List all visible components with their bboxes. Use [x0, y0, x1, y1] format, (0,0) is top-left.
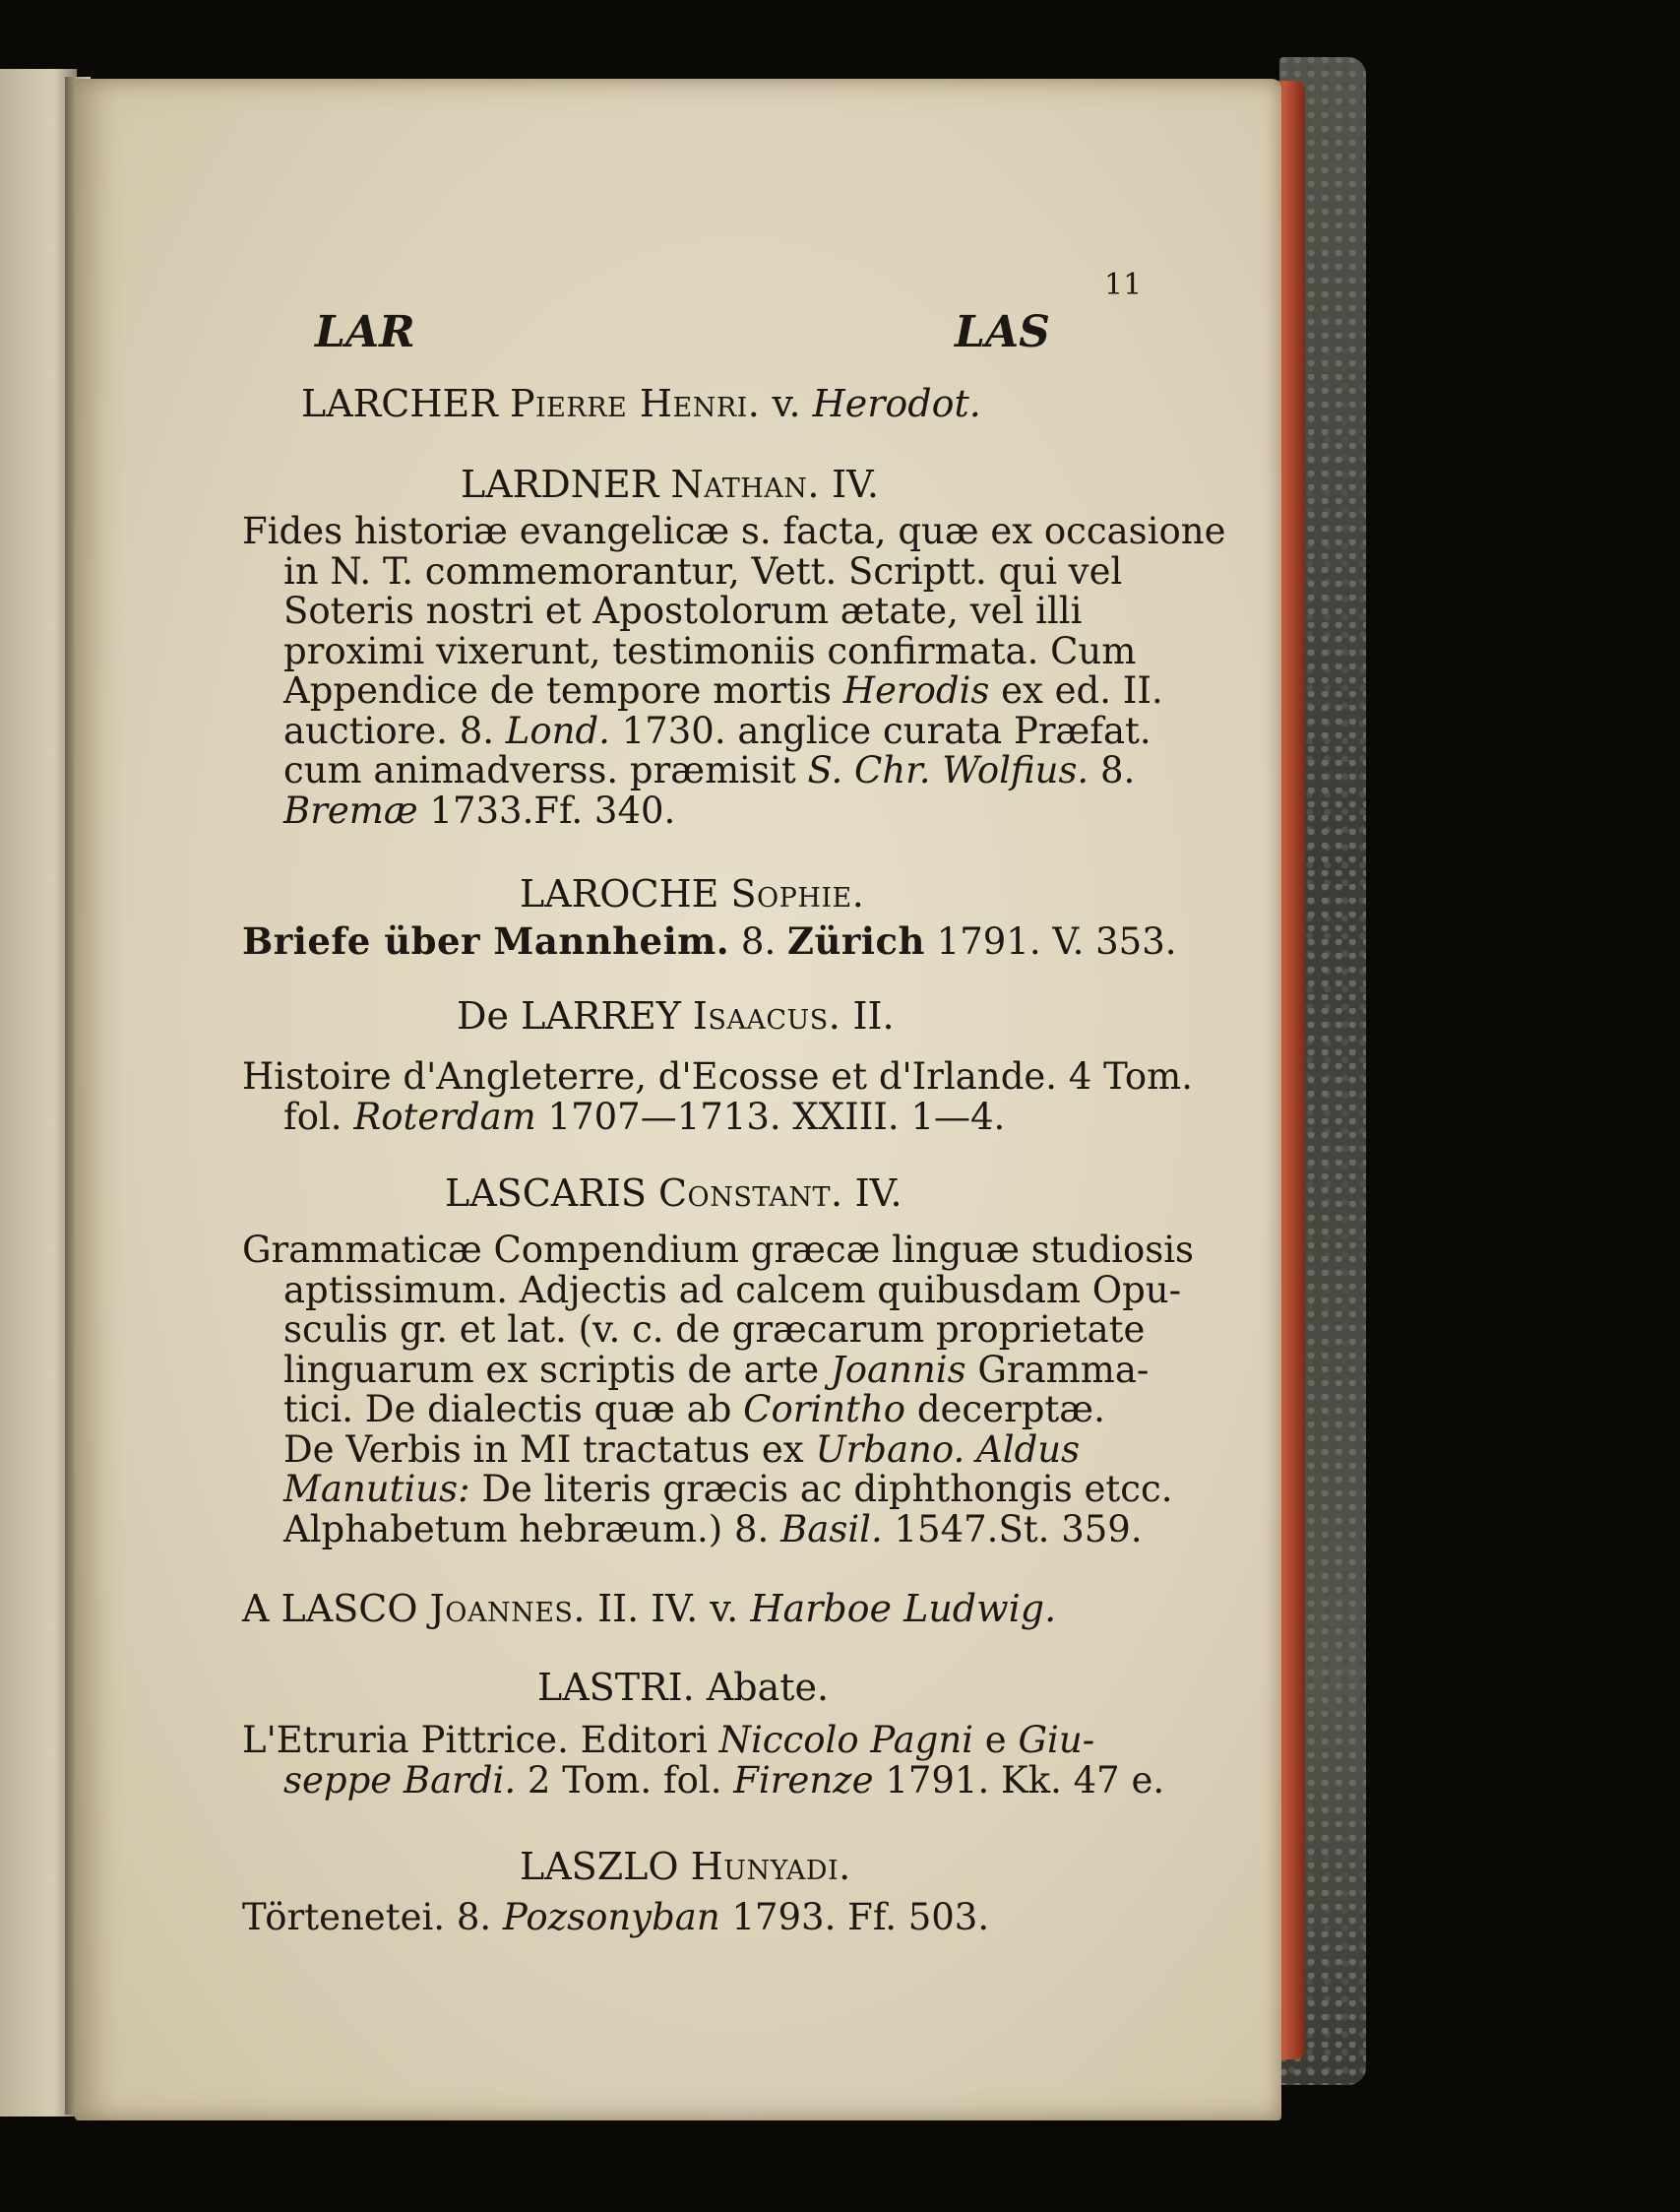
author-given-name: Abate. — [706, 1666, 830, 1709]
entry-line: L'Etruria Pittrice. Editori Niccolo Pagni e Giu- — [242, 1719, 1095, 1761]
author-name: LARREY — [521, 994, 681, 1038]
entry-heading-lasco — [242, 1587, 1056, 1630]
entry-heading-larcher — [301, 382, 981, 425]
entry-body-laroche — [242, 919, 1177, 963]
entry-line: aptissimum. Adjectis ad calcem quibusdam Opu- — [283, 1268, 1182, 1311]
author-given-name: Sophie. — [730, 872, 865, 916]
entry-line: Appendice de tempore mortis Herodis ex ed. II. — [283, 669, 1163, 712]
running-head-left: LAR — [315, 307, 415, 357]
author-name: LASTRI. — [537, 1666, 695, 1709]
author-name: LASCARIS — [445, 1171, 647, 1215]
entry-body-lardner — [242, 510, 1226, 832]
entry-heading-lascaris — [445, 1171, 902, 1215]
author-given-name: Joannes. — [429, 1587, 586, 1630]
author-name: LAROCHE — [520, 872, 719, 916]
author-given-name: Pierre Henri. — [509, 382, 761, 425]
entry-line: cum animadverss. præmisit S. Chr. Wolfius. 8. — [283, 749, 1136, 791]
entry-line: De Verbis in MI tractatus ex Urbano. Aldus — [283, 1427, 1081, 1471]
volume-reference: II. IV. v. — [597, 1587, 739, 1630]
entry-line: Alphabetum hebræum.) 8. Basil. 1547.St. 359. — [283, 1507, 1143, 1550]
entry-heading-lardner — [461, 463, 879, 506]
entry-line: proximi vixerunt, testimoniis confirmata. Cum — [283, 629, 1137, 672]
name-prefix: A — [242, 1587, 270, 1630]
entry-line: Bremæ 1733.Ff. 340. — [283, 789, 676, 832]
entry-heading-laszlo — [520, 1845, 851, 1888]
volume-reference: IV. — [854, 1171, 902, 1215]
entry-line: linguarum ex scriptis de arte Joannis Gramma- — [283, 1348, 1150, 1391]
volume-reference: IV. — [832, 463, 879, 506]
author-given-name: Constant. — [657, 1171, 843, 1215]
name-prefix: De — [457, 994, 509, 1038]
entry-body-laszlo — [242, 1898, 1146, 1938]
entry-line: tici. De dialectis quæ ab Corintho decerptæ. — [283, 1388, 1105, 1430]
entry-line: Histoire d'Angleterre, d'Ecosse et d'Irlande. 4 Tom. — [242, 1055, 1194, 1098]
entry-line: Soteris nostri et Apostolorum ætate, vel illi — [283, 590, 1083, 632]
entry-line: Briefe über Mannheim. 8. Zürich 1791. V. 353. — [242, 919, 1177, 963]
entry-line: seppe Bardi. 2 Tom. fol. Firenze 1791. Kk. 47 e. — [283, 1758, 1165, 1801]
entry-body-lascaris — [242, 1229, 1195, 1550]
entry-line: Törtenetei. 8. Pozsonyban 1793. Ff. 503. — [242, 1896, 990, 1938]
entry-line: sculis gr. et lat. (v. c. de græcarum proprietate — [283, 1308, 1146, 1351]
author-given-name: Nathan. — [670, 463, 820, 506]
entry-heading-lastri — [537, 1666, 829, 1709]
entry-line: in N. T. commemorantur, Vett. Scriptt. qui vel — [283, 549, 1123, 593]
entry-line: Manutius: De literis græcis ac diphthongis etcc. — [283, 1468, 1173, 1510]
cross-reference: Herodot. — [812, 382, 981, 425]
author-given-name: Isaacus. — [692, 994, 841, 1038]
entry-line: fol. Roterdam 1707—1713. XXIII. 1—4. — [283, 1095, 1006, 1138]
author-given-name: Hunyadi. — [690, 1845, 851, 1888]
entry-line: auctiore. 8. Lond. 1730. anglice curata Præfat. — [283, 709, 1151, 752]
author-name: LASCO — [280, 1587, 418, 1630]
running-head-right: LAS — [955, 307, 1050, 357]
author-name: LASZLO — [520, 1845, 679, 1888]
entry-line: Grammaticæ Compendium græcæ linguæ studiosis — [242, 1229, 1195, 1271]
author-name: LARDNER — [461, 463, 659, 506]
entry-body-lastri — [242, 1719, 1165, 1801]
author-name: LARCHER — [301, 382, 498, 425]
entry-line: Fides historiæ evangelicæ s. facta, quæ ex occasione — [242, 510, 1226, 552]
entry-body-larrey — [242, 1055, 1194, 1138]
page-number: 11 — [1104, 268, 1143, 302]
volume-reference: II. — [852, 994, 895, 1038]
entry-heading-larrey — [457, 994, 895, 1038]
cross-reference-label: v. — [772, 382, 801, 425]
cross-reference: Harboe Ludwig. — [750, 1587, 1057, 1630]
entry-heading-laroche — [520, 872, 864, 916]
